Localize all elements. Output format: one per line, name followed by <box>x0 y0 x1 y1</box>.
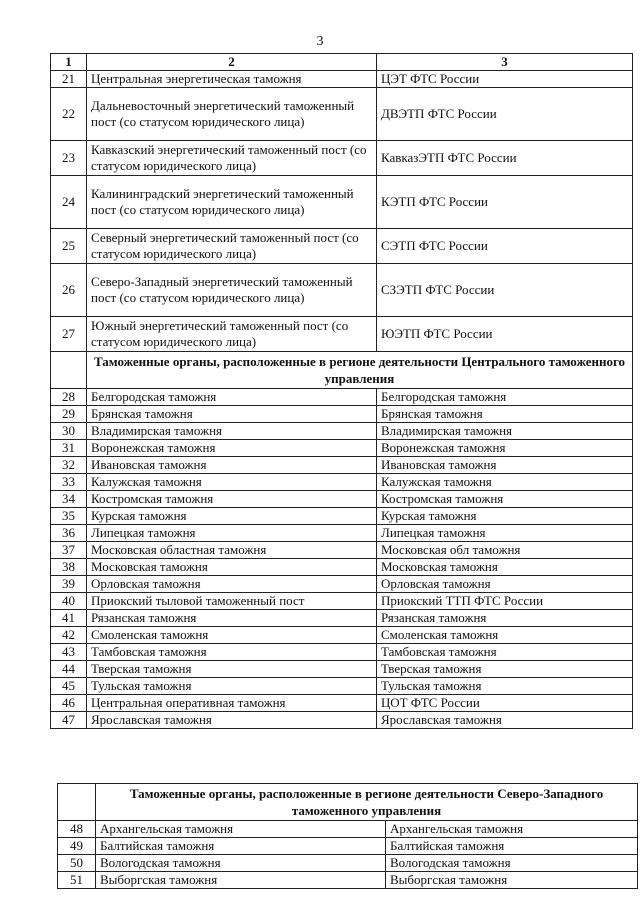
section-central-heading-row <box>51 352 633 389</box>
row-number: 47 <box>51 712 87 729</box>
row-abbreviation: Архангельская таможня <box>386 821 638 838</box>
row-number: 22 <box>51 88 87 141</box>
row-abbreviation: Выборгская таможня <box>386 872 638 889</box>
row-number: 29 <box>51 406 87 423</box>
row-organ-name: Орловская таможня <box>87 576 377 593</box>
table-row <box>51 491 633 508</box>
table-row <box>51 644 633 661</box>
section-northwest-heading: Таможенные органы, расположенные в регионе деятельности Северо-Западного таможенного управления <box>96 784 638 821</box>
table-row <box>51 389 633 406</box>
row-organ-name: Калининградский энергетический таможенный пост (со статусом юридического лица) <box>87 176 377 229</box>
section-central-heading: Таможенные органы, расположенные в регионе деятельности Центрального таможенного управления <box>87 352 633 389</box>
section-empty-cell <box>58 784 96 821</box>
table-row <box>51 610 633 627</box>
table-row <box>51 406 633 423</box>
row-number: 21 <box>51 71 87 88</box>
table-header-row <box>51 54 633 71</box>
row-organ-name: Дальневосточный энергетический таможенный пост (со статусом юридического лица) <box>87 88 377 141</box>
row-organ-name: Ярославская таможня <box>87 712 377 729</box>
table-row <box>51 176 633 229</box>
header-col-3: 3 <box>377 54 633 71</box>
row-abbreviation: Ивановская таможня <box>377 457 633 474</box>
section-empty-cell <box>51 352 87 389</box>
row-organ-name: Кавказский энергетический таможенный пост (со статусом юридического лица) <box>87 141 377 176</box>
row-abbreviation: Смоленская таможня <box>377 627 633 644</box>
row-organ-name: Северный энергетический таможенный пост (со статусом юридического лица) <box>87 229 377 264</box>
row-number: 28 <box>51 389 87 406</box>
row-abbreviation: Воронежская таможня <box>377 440 633 457</box>
row-organ-name: Тамбовская таможня <box>87 644 377 661</box>
row-number: 38 <box>51 559 87 576</box>
table-row <box>51 712 633 729</box>
row-abbreviation: Брянская таможня <box>377 406 633 423</box>
table-row <box>51 264 633 317</box>
table-row <box>51 695 633 712</box>
row-abbreviation: Рязанская таможня <box>377 610 633 627</box>
row-abbreviation: Ярославская таможня <box>377 712 633 729</box>
header-col-1: 1 <box>51 54 87 71</box>
row-abbreviation: СЭТП ФТС России <box>377 229 633 264</box>
row-organ-name: Балтийская таможня <box>96 838 386 855</box>
row-abbreviation: Вологодская таможня <box>386 855 638 872</box>
row-number: 44 <box>51 661 87 678</box>
row-number: 27 <box>51 317 87 352</box>
row-number: 48 <box>58 821 96 838</box>
row-number: 42 <box>51 627 87 644</box>
row-abbreviation: Приокский ТТП ФТС России <box>377 593 633 610</box>
row-organ-name: Тульская таможня <box>87 678 377 695</box>
table-row <box>58 872 638 889</box>
row-abbreviation: КавказЭТП ФТС России <box>377 141 633 176</box>
row-number: 49 <box>58 838 96 855</box>
table-row <box>51 559 633 576</box>
row-abbreviation: Тверская таможня <box>377 661 633 678</box>
row-number: 26 <box>51 264 87 317</box>
table-row <box>51 508 633 525</box>
row-number: 46 <box>51 695 87 712</box>
table-row <box>51 423 633 440</box>
table-row <box>51 229 633 264</box>
row-abbreviation: Костромская таможня <box>377 491 633 508</box>
customs-table <box>50 53 633 729</box>
row-abbreviation: ЦОТ ФТС России <box>377 695 633 712</box>
row-organ-name: Калужская таможня <box>87 474 377 491</box>
row-abbreviation: КЭТП ФТС России <box>377 176 633 229</box>
row-abbreviation: ЮЭТП ФТС России <box>377 317 633 352</box>
row-organ-name: Брянская таможня <box>87 406 377 423</box>
row-number: 31 <box>51 440 87 457</box>
row-number: 45 <box>51 678 87 695</box>
table-row <box>58 855 638 872</box>
table-row <box>51 661 633 678</box>
row-organ-name: Выборгская таможня <box>96 872 386 889</box>
row-number: 34 <box>51 491 87 508</box>
row-abbreviation: Курская таможня <box>377 508 633 525</box>
row-organ-name: Костромская таможня <box>87 491 377 508</box>
row-abbreviation: Московская таможня <box>377 559 633 576</box>
table-row <box>51 525 633 542</box>
table-row <box>51 317 633 352</box>
row-organ-name: Архангельская таможня <box>96 821 386 838</box>
row-number: 33 <box>51 474 87 491</box>
row-abbreviation: Тульская таможня <box>377 678 633 695</box>
row-abbreviation: Орловская таможня <box>377 576 633 593</box>
row-abbreviation: Московская обл таможня <box>377 542 633 559</box>
customs-table-northwest <box>57 783 638 889</box>
row-abbreviation: ЦЭТ ФТС России <box>377 71 633 88</box>
row-number: 41 <box>51 610 87 627</box>
table-row <box>51 88 633 141</box>
table-row <box>51 678 633 695</box>
row-organ-name: Липецкая таможня <box>87 525 377 542</box>
table-row <box>51 542 633 559</box>
row-abbreviation: СЗЭТП ФТС России <box>377 264 633 317</box>
row-abbreviation: ДВЭТП ФТС России <box>377 88 633 141</box>
row-number: 37 <box>51 542 87 559</box>
row-number: 35 <box>51 508 87 525</box>
row-organ-name: Ивановская таможня <box>87 457 377 474</box>
row-organ-name: Курская таможня <box>87 508 377 525</box>
table-row <box>51 141 633 176</box>
table-row <box>51 627 633 644</box>
customs-table-northwest-body <box>58 784 638 889</box>
row-organ-name: Северо-Западный энергетический таможенный пост (со статусом юридического лица) <box>87 264 377 317</box>
row-organ-name: Южный энергетический таможенный пост (со статусом юридического лица) <box>87 317 377 352</box>
page-number: 3 <box>316 34 324 49</box>
table-row <box>51 457 633 474</box>
row-number: 39 <box>51 576 87 593</box>
row-organ-name: Центральная оперативная таможня <box>87 695 377 712</box>
row-organ-name: Владимирская таможня <box>87 423 377 440</box>
customs-table-body <box>51 54 633 729</box>
row-number: 51 <box>58 872 96 889</box>
row-organ-name: Московская таможня <box>87 559 377 576</box>
row-organ-name: Тверская таможня <box>87 661 377 678</box>
row-abbreviation: Калужская таможня <box>377 474 633 491</box>
row-number: 24 <box>51 176 87 229</box>
row-number: 30 <box>51 423 87 440</box>
row-abbreviation: Тамбовская таможня <box>377 644 633 661</box>
row-organ-name: Приокский тыловой таможенный пост <box>87 593 377 610</box>
row-abbreviation: Владимирская таможня <box>377 423 633 440</box>
table-row <box>51 576 633 593</box>
row-number: 23 <box>51 141 87 176</box>
row-organ-name: Вологодская таможня <box>96 855 386 872</box>
row-number: 40 <box>51 593 87 610</box>
row-number: 43 <box>51 644 87 661</box>
row-abbreviation: Балтийская таможня <box>386 838 638 855</box>
row-organ-name: Рязанская таможня <box>87 610 377 627</box>
table-row <box>58 838 638 855</box>
header-col-2: 2 <box>87 54 377 71</box>
section-northwest-heading-row <box>58 784 638 821</box>
row-organ-name: Центральная энергетическая таможня <box>87 71 377 88</box>
table-row <box>58 821 638 838</box>
row-number: 36 <box>51 525 87 542</box>
table-row <box>51 440 633 457</box>
table-row <box>51 71 633 88</box>
table-row <box>51 593 633 610</box>
table-row <box>51 474 633 491</box>
row-number: 50 <box>58 855 96 872</box>
row-abbreviation: Белгородская таможня <box>377 389 633 406</box>
row-organ-name: Белгородская таможня <box>87 389 377 406</box>
row-number: 25 <box>51 229 87 264</box>
row-abbreviation: Липецкая таможня <box>377 525 633 542</box>
row-organ-name: Смоленская таможня <box>87 627 377 644</box>
row-number: 32 <box>51 457 87 474</box>
row-organ-name: Московская областная таможня <box>87 542 377 559</box>
row-organ-name: Воронежская таможня <box>87 440 377 457</box>
